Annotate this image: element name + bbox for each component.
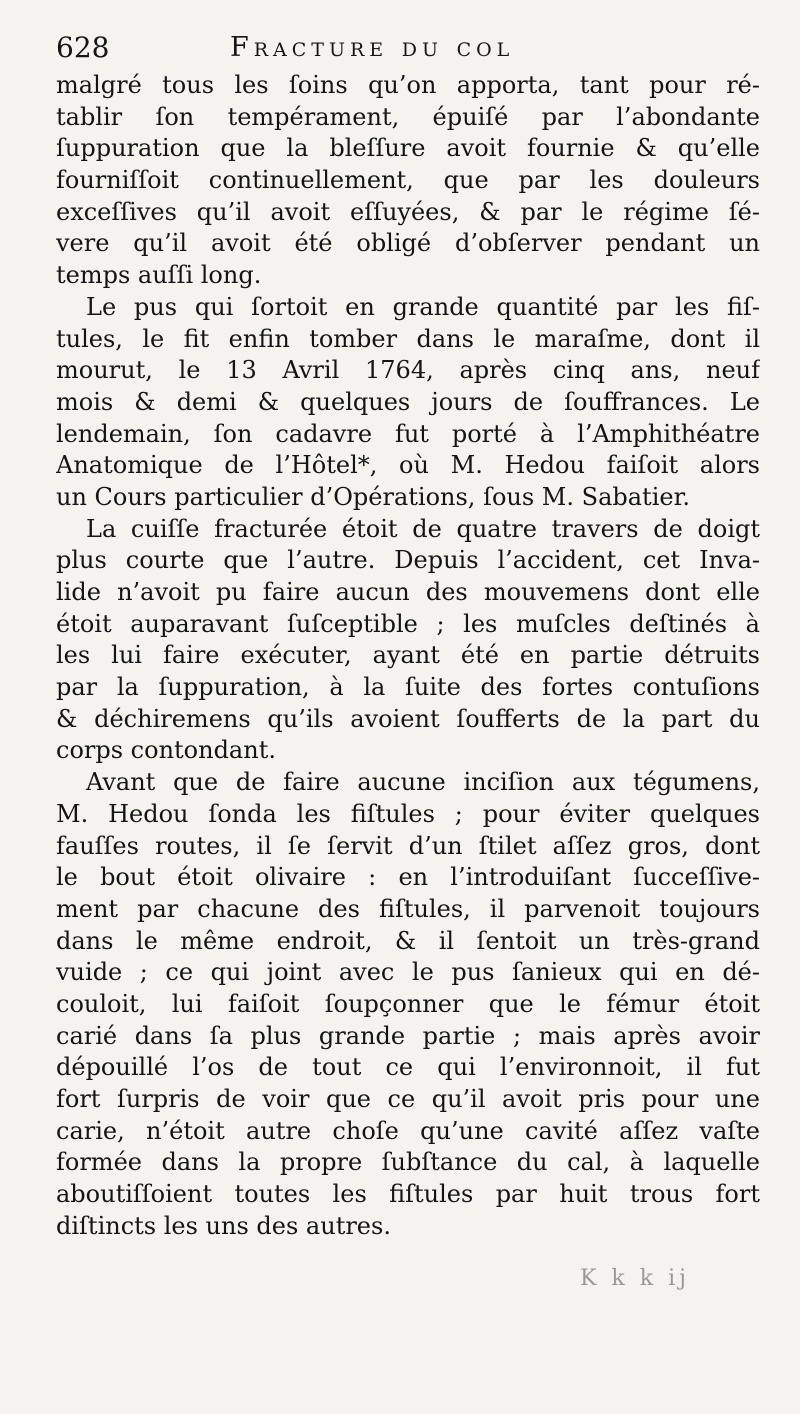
- signature-mark: K k k ij: [580, 1266, 690, 1291]
- text-line: dans le même endroit, & il ſentoit un très-grand: [56, 926, 760, 955]
- text-line: aboutiſſoient toutes les fiſtules par huit trous fort: [56, 1180, 760, 1209]
- text-line: vere qu’il avoit été obligé d’obſerver pendant un: [56, 229, 760, 258]
- text-line: M. Hedou ſonda les fiſtules ; pour éviter quelques: [56, 799, 760, 828]
- text-line: plus courte que l’autre. Depuis l’accident, cet Inva-: [56, 546, 760, 575]
- text-line: & déchiremens qu’ils avoient ſoufferts de la part du: [56, 704, 760, 733]
- text-line: carié dans ſa plus grande partie ; mais après avoir: [56, 1021, 760, 1050]
- text-line: les lui faire exécuter, ayant été en partie détruits: [56, 641, 760, 670]
- text-line: par la ſuppuration, à la ſuite des fortes contuſions: [56, 673, 760, 702]
- text-line: malgré tous les ſoins qu’on apporta, tant pour ré-: [56, 71, 760, 99]
- text-line: étoit auparavant ſuſceptible ; les muſcles deſtinés à: [56, 609, 760, 638]
- text-line: temps auſſi long.: [56, 261, 262, 290]
- text-line: un Cours particulier d’Opérations, ſous M. Sabatier.: [56, 482, 691, 511]
- text-line: tules, le fit enfin tomber dans le maraſme, dont il: [56, 324, 760, 353]
- text-line: tablir ſon tempérament, épuiſé par l’abondante: [56, 102, 760, 131]
- text-line: vuide ; ce qui joint avec le pus ſanieux qui en dé-: [56, 958, 760, 987]
- text-line: La cuiſſe fracturée étoit de quatre travers de doigt: [86, 514, 760, 543]
- text-line: dépouillé l’os de tout ce qui l’environnoit, il fut: [56, 1053, 760, 1082]
- text-line: le bout étoit olivaire : en l’introduiſant ſucceſſive-: [56, 863, 760, 892]
- text-line: carie, n’étoit autre choſe qu’une cavité aſſez vaſte: [56, 1116, 760, 1145]
- text-line: ment par chacune des fiſtules, il parvenoit toujours: [56, 894, 760, 923]
- running-title: Fracture du col: [230, 32, 515, 63]
- text-line: fauſſes routes, il ſe ſervit d’un ſtilet aſſez gros, dont: [56, 831, 760, 860]
- text-line: Avant que de faire aucune inciſion aux tégumens,: [86, 768, 760, 797]
- text-line: ſuppuration que la bleſſure avoit fournie & qu’elle: [56, 134, 760, 163]
- text-line: Anatomique de l’Hôtel*, où M. Hedou faiſoit alors: [56, 451, 760, 480]
- text-line: couloit, lui faiſoit ſoupçonner que le fémur étoit: [56, 989, 760, 1018]
- text-line: diſtincts les uns des autres.: [56, 1211, 391, 1240]
- page-number: 628: [56, 31, 110, 64]
- text-line: lide n’avoit pu faire aucun des mouvemens dont elle: [56, 578, 760, 606]
- text-line: lendemain, ſon cadavre fut porté à l’Amphithéatre: [56, 419, 760, 448]
- text-line: Le pus qui ſortoit en grande quantité par les fiſ-: [86, 292, 760, 321]
- text-line: corps contondant.: [56, 736, 276, 765]
- text-line: fourniſſoit continuellement, que par les douleurs: [56, 166, 760, 195]
- body-text: [56, 70, 760, 1242]
- text-line: mois & demi & quelques jours de ſouffrances. Le: [56, 387, 760, 416]
- text-line: formée dans la propre ſubſtance du cal, à laquelle: [56, 1148, 760, 1177]
- text-line: fort ſurpris de voir que ce qu’il avoit pris pour une: [56, 1085, 760, 1113]
- text-line: exceſſives qu’il avoit eſſuyées, & par le régime ſé-: [56, 197, 760, 226]
- text-line: mourut, le 13 Avril 1764, après cinq ans, neuf: [56, 356, 760, 385]
- page-header: [56, 30, 776, 70]
